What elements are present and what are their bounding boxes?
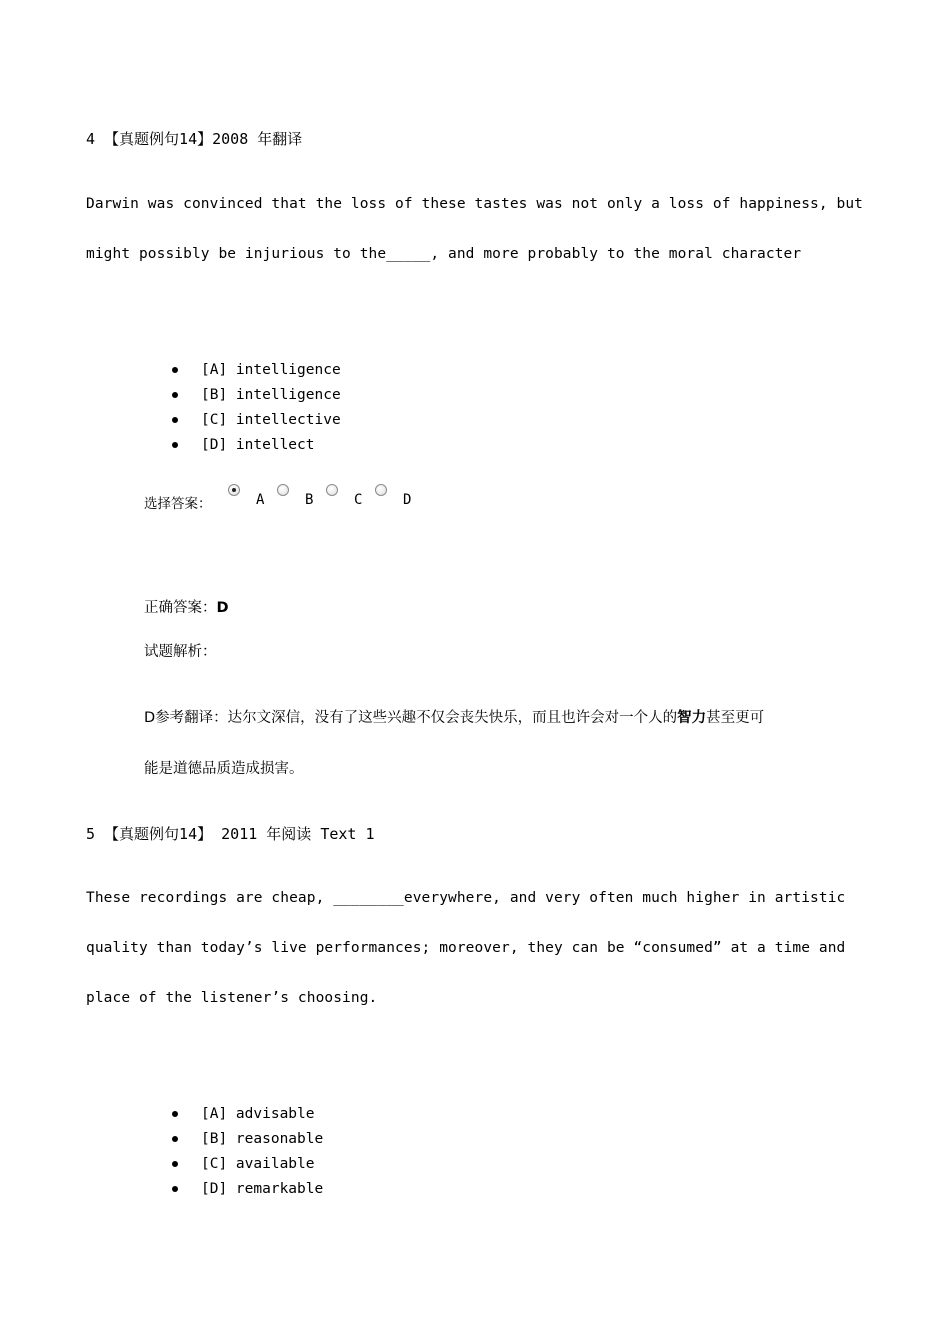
question-4-line-1: Darwin was convinced that the loss of these tastes was not only a loss of happiness, but	[86, 196, 864, 212]
option-a: [A] advisable	[172, 1102, 323, 1127]
radio-a[interactable]	[228, 484, 240, 496]
question-4-options	[172, 358, 341, 458]
radio-d-label: D	[403, 492, 412, 508]
question-5-line-3: place of the listener’s choosing.	[86, 990, 378, 1006]
question-5-line-2: quality than today’s live performances; moreover, they can be “consumed” at a time and	[86, 940, 846, 956]
option-a: [A] intelligence	[172, 358, 341, 383]
option-d: [D] remarkable	[172, 1177, 323, 1202]
radio-b[interactable]	[277, 484, 289, 496]
analysis-label: 试题解析：	[144, 644, 217, 660]
question-4-line-2: might possibly be injurious to the_____, and more probably to the moral character	[86, 246, 802, 262]
option-c: [C] intellective	[172, 408, 341, 433]
option-b: [B] reasonable	[172, 1127, 323, 1152]
select-answer-label: 选择答案：	[144, 496, 212, 512]
question-4-title: 4 【真题例句14】2008 年翻译	[86, 130, 303, 148]
correct-answer	[144, 596, 229, 617]
correct-answer-label: 正确答案：	[144, 600, 217, 616]
correct-answer-value: D	[216, 600, 229, 616]
question-5-options	[172, 1102, 323, 1202]
radio-c-label: C	[354, 492, 363, 508]
explanation-prefix: D参考翻译：达尔文深信，没有了这些兴趣不仅会丧失快乐，而且也许会对一个人的	[144, 710, 678, 726]
radio-d[interactable]	[375, 484, 387, 496]
question-5-line-1: These recordings are cheap, ________everywhere, and very often much higher in artistic	[86, 890, 846, 906]
radio-b-label: B	[305, 492, 314, 508]
explanation-line-1	[144, 706, 764, 727]
option-c: [C] available	[172, 1152, 323, 1177]
answer-selector	[144, 482, 444, 512]
explanation-suffix: 甚至更可	[706, 710, 765, 726]
radio-c[interactable]	[326, 484, 338, 496]
explanation-bold: 智力	[677, 710, 707, 726]
radio-a-label: A	[256, 492, 265, 508]
question-5-title: 5 【真题例句14】 2011 年阅读 Text 1	[86, 825, 375, 843]
option-b: [B] intelligence	[172, 383, 341, 408]
option-d: [D] intellect	[172, 433, 341, 458]
explanation-line-2: 能是道德品质造成损害。	[144, 761, 304, 777]
